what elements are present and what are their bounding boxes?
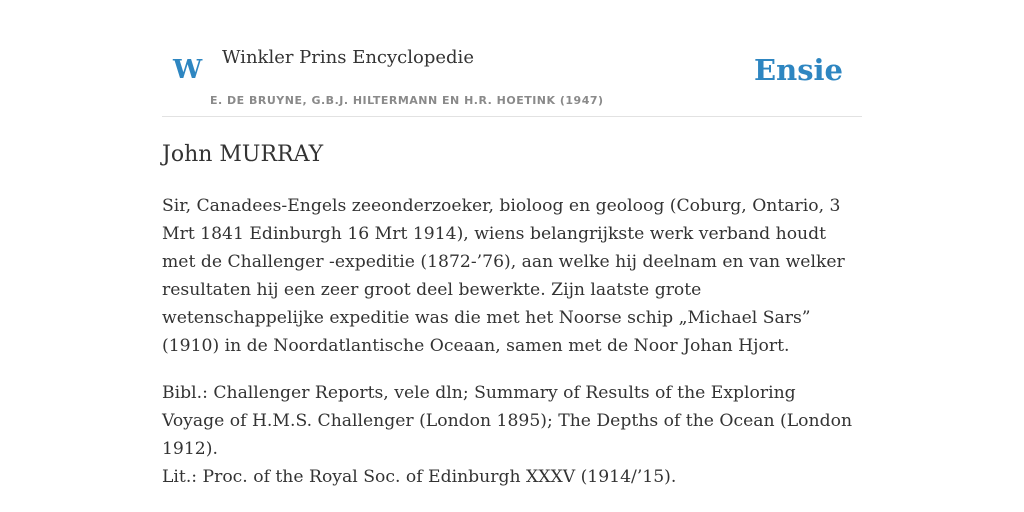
book-authors: E. DE BRUYNE, G.B.J. HILTERMANN EN H.R. HOETINK (1947): [210, 94, 604, 107]
entry-title: John MURRAY: [162, 142, 324, 167]
header: [162, 0, 862, 117]
winkler-prins-logo[interactable]: W: [173, 55, 203, 85]
entry-bibliography: Bibl.: Challenger Reports, vele dln; Summary of Results of the Exploring Voyage of H.M.S. Challenger (London 1895); The Depths of the Ocean (London 1912).: [162, 383, 853, 459]
entry-description: Sir, Canadees-Engels zeeonderzoeker, bioloog en geoloog (Coburg, Ontario, 3 Mrt 1841 Edinburgh 16 Mrt 1914), wiens belangrijkste werk verband houdt met de Challenger -expeditie (1872-’76), aan welke hij deelnam en van welker resultaten hij een zeer groot deel bewerkte. Zijn laatste grote wetenschappelijke expeditie was die met het Noorse schip „Michael Sars” (1910) in de Noordatlantische Oceaan, samen met de Noor Johan Hjort.: [162, 196, 845, 356]
ensie-logo[interactable]: Ensie: [754, 53, 843, 87]
entry-literature: Lit.: Proc. of the Royal Soc. of Edinburgh XXXV (1914/’15).: [162, 467, 677, 487]
article-page: [162, 0, 862, 512]
book-title[interactable]: Winkler Prins Encyclopedie: [222, 47, 474, 68]
